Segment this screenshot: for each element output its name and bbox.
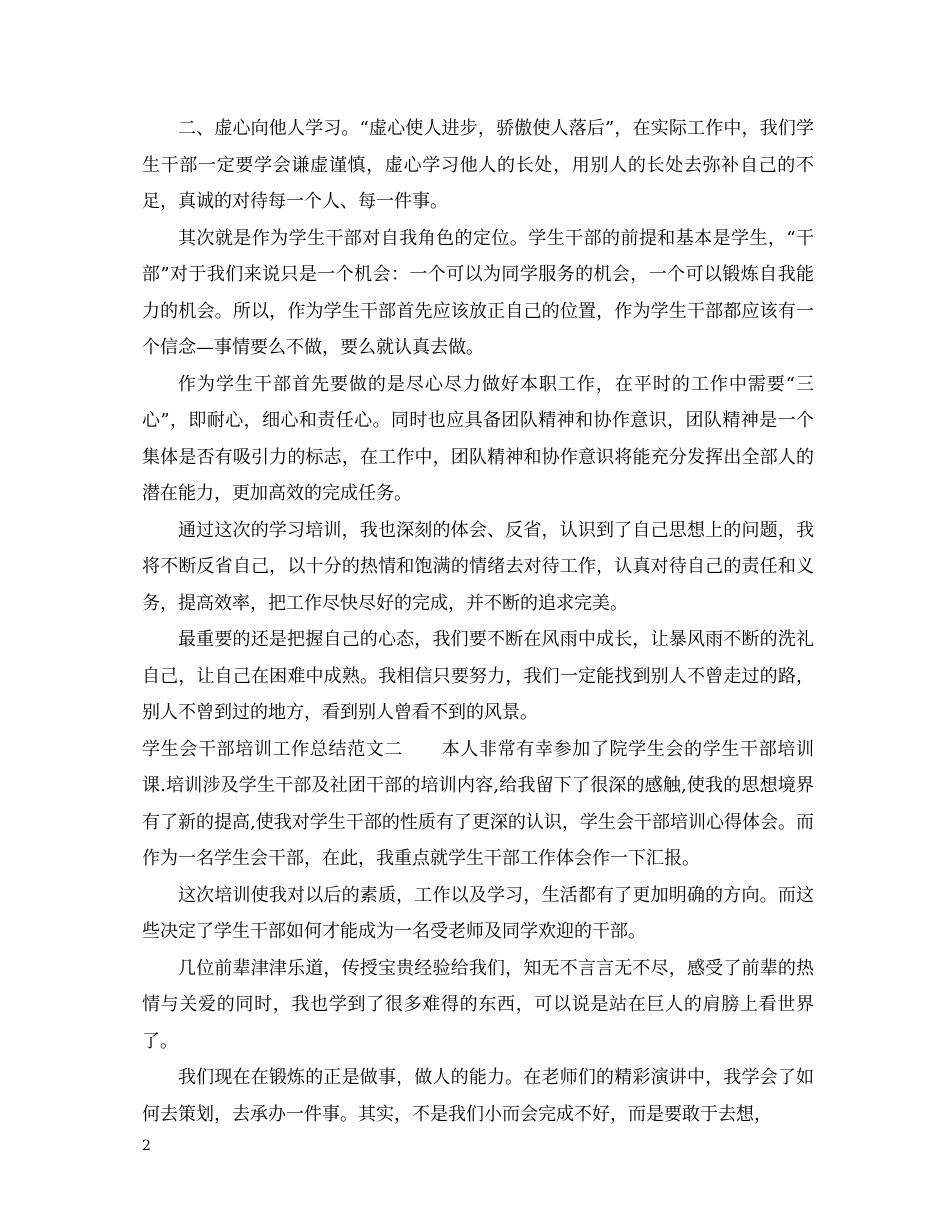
paragraph: 我们现在在锻炼的正是做事，做人的能力。在老师们的精彩演讲中，我学会了如何去策划，去承办一件事。其实，不是我们小而会完成不好，而是要敢于去想， <box>142 1067 814 1125</box>
paragraph: 二、虚心向他人学习。“虚心使人进步，骄傲使人落后”，在实际工作中，我们学生干部一定要学会谦虚谨慎，虚心学习他人的长处，用别人的长处去弥补自己的不足，真诚的对待每一个人、每一件事。 <box>142 118 814 212</box>
paragraph: 这次培训使我对以后的素质，工作以及学习，生活都有了更加明确的方向。而这些决定了学生干部如何才能成为一名受老师及同学欢迎的干部。 <box>142 884 814 942</box>
paragraph: 作为学生干部首先要做的是尽心尽力做好本职工作，在平时的工作中需要“三心”，即耐心，细心和责任心。同时也应具备团队精神和协作意识，团队精神是一个集体是否有吸引力的标志，在工作中，团队精神和协作意识将能充分发挥出全部人的潜在能力，更加高效的完成任务。 <box>142 373 814 504</box>
document-body <box>142 111 814 1133</box>
paragraph: 最重要的还是把握自己的心态，我们要不断在风雨中成长，让暴风雨不断的洗礼自己，让自己在困难中成熟。我相信只要努力，我们一定能找到别人不曾走过的路，别人不曾到过的地方，看到别人曾看不到的风景。 <box>142 629 814 723</box>
paragraph: 其次就是作为学生干部对自我角色的定位。学生干部的前提和基本是学生，“干部”对于我们来说只是一个机会：一个可以为同学服务的机会，一个可以锻炼自我能力的机会。所以，作为学生干部首先应该放正自己的位置，作为学生干部都应该有一个信念—事情要么不做，要么就认真去做。 <box>142 227 814 358</box>
paragraph: 通过这次的学习培训，我也深刻的体会、反省，认识到了自己思想上的问题，我将不断反省自己，以十分的热情和饱满的情绪去对待工作，认真对待自己的责任和义务，提高效率，把工作尽快尽好的完成，并不断的追求完美。 <box>142 519 814 614</box>
section-heading: 学生会干部培训工作总结范文二 <box>142 738 404 760</box>
paragraph: 几位前辈津津乐道，传授宝贵经验给我们，知无不言言无不尽，感受了前辈的热情与关爱的同时，我也学到了很多难得的东西，可以说是站在巨人的肩膀上看世界了。 <box>142 957 814 1052</box>
section-intro: 本人非常有幸参加了院学生会的学生干部培训课.培训涉及学生干部及社团干部的培训内容,给我留下了很深的感触,使我的思想境界有了新的提高,使我对学生干部的性质有了更深的认识，学生会干部培训心得体会。而作为一名学生会干部，在此，我重点就学生干部工作体会作一下汇报。 <box>142 738 815 869</box>
page-number: 2 <box>142 1138 151 1154</box>
section-paragraph <box>142 732 814 878</box>
